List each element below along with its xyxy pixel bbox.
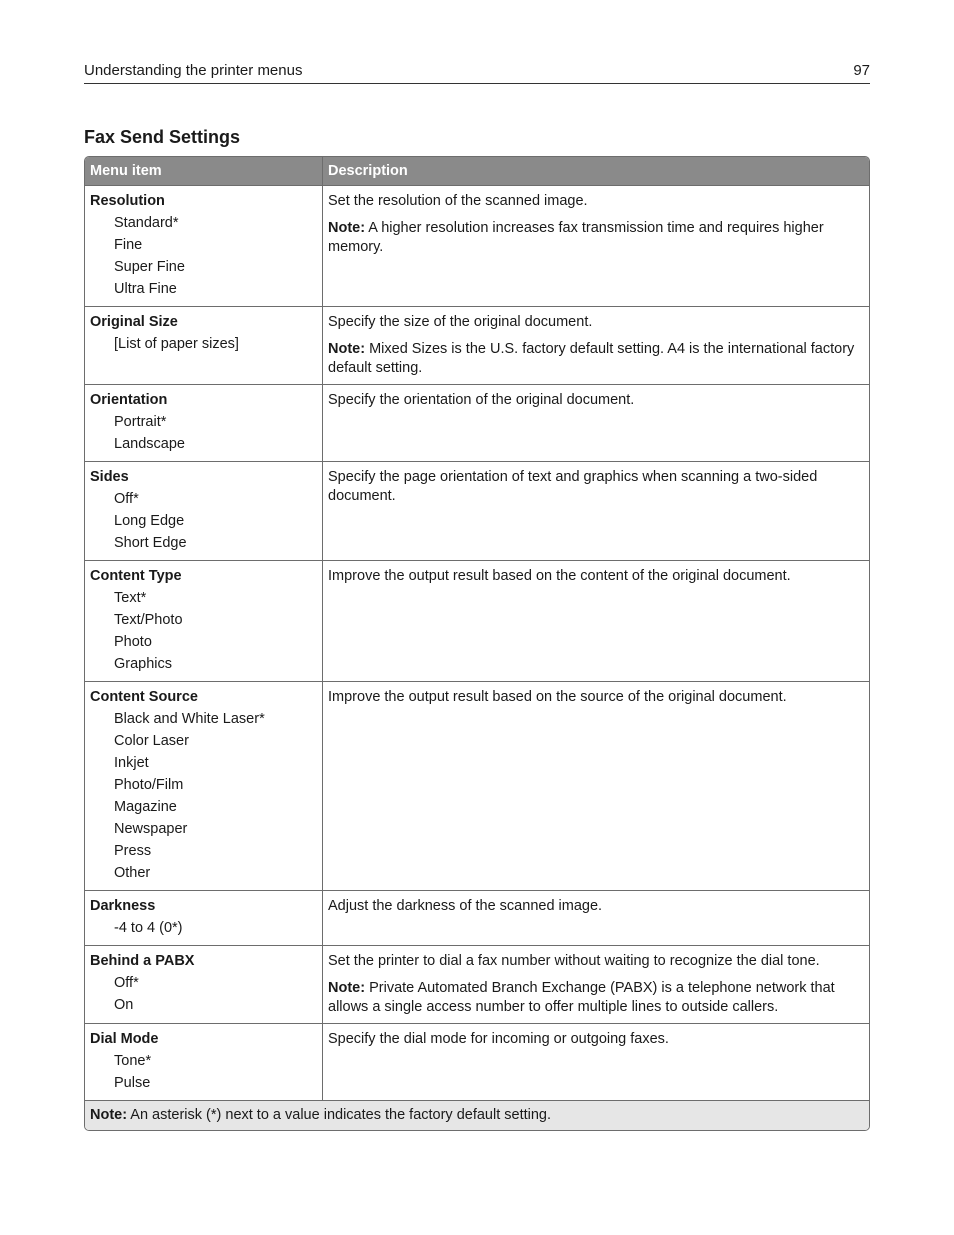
menu-item-option: Color Laser — [114, 733, 189, 749]
table-row — [85, 681, 869, 890]
menu-item-option: Other — [114, 865, 151, 881]
menu-table — [84, 156, 870, 1131]
table-row — [85, 1023, 869, 1100]
description-text: Improve the output result based on the source of the original document. — [328, 689, 787, 705]
table-row — [85, 306, 869, 384]
description-text: Set the printer to dial a fax number without waiting to recognize the dial tone. — [328, 953, 820, 969]
menu-item-cell — [85, 681, 323, 890]
menu-item-cell — [85, 560, 323, 681]
description-text: Adjust the darkness of the scanned image. — [328, 898, 603, 914]
menu-item-option: Portrait* — [114, 414, 167, 430]
menu-item-option: -4 to 4 (0*) — [114, 920, 183, 936]
menu-item-option: Pulse — [114, 1075, 151, 1091]
menu-item-option: Inkjet — [114, 755, 149, 771]
description-text: Set the resolution of the scanned image. — [328, 193, 588, 209]
menu-item-option: [List of paper sizes] — [114, 336, 239, 352]
table-row — [85, 461, 869, 560]
menu-item-cell — [85, 945, 323, 1023]
description-text: Specify the orientation of the original document. — [328, 392, 635, 408]
menu-item-option: Standard* — [114, 215, 179, 231]
description-cell — [323, 681, 869, 890]
column-header-menu-item: Menu item — [85, 157, 323, 185]
menu-item-option: Text/Photo — [114, 612, 183, 628]
description-text: Specify the size of the original document. — [328, 314, 593, 330]
menu-item-cell — [85, 384, 323, 461]
menu-item-option: Graphics — [114, 656, 173, 672]
footer-note-label: Note: — [90, 1107, 128, 1123]
menu-item-option: Tone* — [114, 1053, 152, 1069]
page-header — [84, 61, 870, 84]
section-title: Fax Send Settings — [84, 127, 241, 147]
description-cell — [323, 461, 869, 560]
description-cell — [323, 1023, 869, 1100]
menu-item-option: Off* — [114, 975, 139, 991]
header-title: Understanding the printer menus — [84, 62, 303, 79]
menu-item-name: Darkness — [90, 898, 156, 914]
menu-item-option: Off* — [114, 491, 139, 507]
menu-item-cell — [85, 306, 323, 384]
menu-item-option: Short Edge — [114, 535, 187, 551]
table-row — [85, 560, 869, 681]
menu-item-option: Photo — [114, 634, 152, 650]
menu-item-option: Super Fine — [114, 259, 185, 275]
menu-item-cell — [85, 185, 323, 306]
note-text: A higher resolution increases fax transmission time and requires higher memory. — [328, 220, 824, 255]
table-row — [85, 185, 869, 306]
table-row — [85, 384, 869, 461]
note-label: Note: — [328, 220, 366, 236]
menu-item-cell — [85, 1023, 323, 1100]
description-cell — [323, 945, 869, 1023]
menu-item-option: Black and White Laser* — [114, 711, 265, 727]
menu-item-name: Content Type — [90, 568, 182, 584]
description-text: Specify the page orientation of text and graphics when scanning a two-sided document. — [328, 469, 818, 504]
column-header-description: Description — [323, 157, 869, 185]
description-text: Specify the dial mode for incoming or outgoing faxes. — [328, 1031, 669, 1047]
menu-item-option: Long Edge — [114, 513, 185, 529]
menu-item-option: Magazine — [114, 799, 177, 815]
description-note — [328, 217, 864, 257]
menu-item-option: Fine — [114, 237, 143, 253]
description-cell — [323, 384, 869, 461]
page-number: 97 — [853, 62, 870, 79]
menu-item-option: Press — [114, 843, 152, 859]
note-text: Private Automated Branch Exchange (PABX) is a telephone network that allows a single access number to offer multiple lines to outside callers. — [328, 980, 835, 1015]
menu-item-name: Original Size — [90, 314, 178, 330]
menu-item-name: Dial Mode — [90, 1031, 159, 1047]
menu-item-cell — [85, 890, 323, 945]
description-note — [328, 338, 864, 378]
description-cell — [323, 890, 869, 945]
table-row — [85, 945, 869, 1023]
footer-note-text: An asterisk (*) next to a value indicates the factory default setting. — [130, 1107, 552, 1123]
menu-item-option: Ultra Fine — [114, 281, 177, 297]
menu-item-cell — [85, 461, 323, 560]
description-cell — [323, 560, 869, 681]
menu-item-name: Sides — [90, 469, 129, 485]
menu-item-name: Content Source — [90, 689, 198, 705]
description-cell — [323, 185, 869, 306]
note-label: Note: — [328, 980, 366, 996]
description-note — [328, 977, 864, 1017]
menu-item-name: Orientation — [90, 392, 168, 408]
menu-item-option: On — [114, 997, 134, 1013]
table-footer-row — [85, 1100, 869, 1130]
table-row — [85, 890, 869, 945]
footer-note — [85, 1100, 869, 1130]
description-text: Improve the output result based on the content of the original document. — [328, 568, 791, 584]
table-header-row — [85, 157, 869, 185]
note-text: Mixed Sizes is the U.S. factory default setting. A4 is the international factory default setting. — [328, 341, 855, 376]
menu-item-option: Text* — [114, 590, 147, 606]
menu-item-name: Behind a PABX — [90, 953, 195, 969]
menu-item-option: Landscape — [114, 436, 185, 452]
menu-item-option: Newspaper — [114, 821, 188, 837]
description-cell — [323, 306, 869, 384]
menu-item-option: Photo/Film — [114, 777, 184, 793]
menu-item-name: Resolution — [90, 193, 165, 209]
note-label: Note: — [328, 341, 366, 357]
